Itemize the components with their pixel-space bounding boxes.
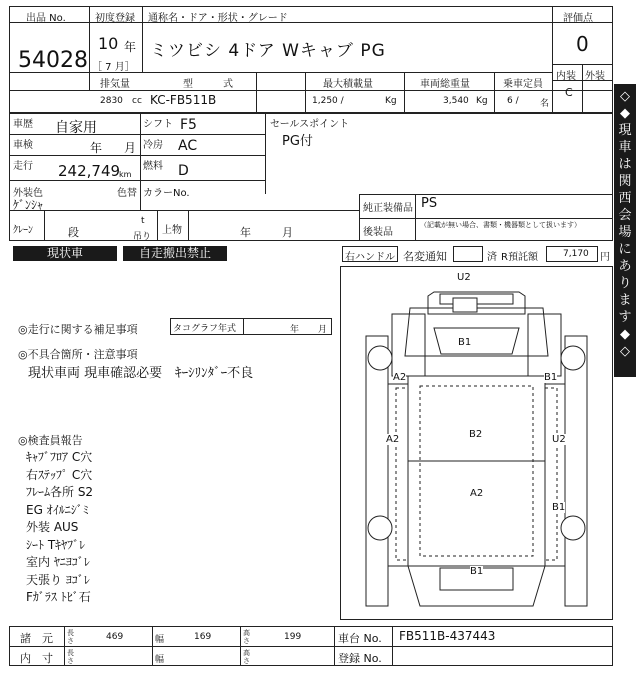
right-hand-label: 右ハンドル xyxy=(345,252,395,263)
inspector-item: Fｶﾞﾗｽ ﾄﾋﾞ石 xyxy=(26,590,91,604)
crane-hang-unit: 吊り xyxy=(133,232,152,242)
sidebar-char: り xyxy=(618,276,632,291)
mileage-label: 走行 xyxy=(13,161,33,172)
history-label: 車歴 xyxy=(13,119,33,130)
crane-ton-unit: t xyxy=(141,216,145,226)
sidebar-char: に xyxy=(618,242,632,257)
sidebar-char: 現 xyxy=(618,123,632,138)
inspection-year: 年 xyxy=(90,141,103,155)
sidebar-char: ま xyxy=(618,293,632,308)
inspection-month: 月 xyxy=(124,141,137,155)
height-value: 199 xyxy=(284,632,302,642)
exterior-label: 外装 xyxy=(585,71,605,82)
damage-mark: U2 xyxy=(457,272,471,283)
defects-text: 現状車両 現車確認必要 ｷｰｼﾘﾝﾀﾞｰ不良 xyxy=(28,366,254,381)
sidebar-char: 西 xyxy=(618,191,632,206)
crane-stage-unit: 段 xyxy=(68,226,79,239)
current-car-bar: 現状車 xyxy=(13,246,117,261)
ext-color-value: ｹﾞﾝｼｬ xyxy=(13,198,44,212)
seats-value: 6 / xyxy=(507,96,519,106)
recycle-unit: 円 xyxy=(600,252,610,263)
first-reg-year-unit: 年 xyxy=(124,40,137,54)
ext-color-label: 外装色 xyxy=(13,188,43,199)
upper-month: 月 xyxy=(282,226,293,239)
reg-label: 登録 No. xyxy=(338,652,382,665)
height-label: 高さ xyxy=(243,629,250,645)
fuel-label: 燃料 xyxy=(143,161,163,172)
capacity-unit: Kg xyxy=(385,96,397,106)
mileage-unit: km xyxy=(119,170,132,179)
upper-label: 上物 xyxy=(162,225,182,236)
no-self-drive-bar: 自走搬出禁止 xyxy=(123,246,227,261)
inner-width-label: 幅 xyxy=(155,655,165,665)
sales-point-value: PG付 xyxy=(282,134,313,149)
color-no-label: 色替 xyxy=(117,188,137,199)
sidebar-char: 車 xyxy=(618,140,632,155)
gross-label: 車両総重量 xyxy=(420,79,470,90)
fuel-value: D xyxy=(178,163,189,179)
inspector-item: EG ｵｲﾙﾆｼﾞﾐ xyxy=(26,502,89,517)
history-value: 自家用 xyxy=(55,120,97,136)
capacity-label: 最大積載量 xyxy=(323,79,373,90)
sidebar-char: ◇ xyxy=(620,89,630,104)
inspection-label: 車検 xyxy=(13,140,33,151)
std-equipment-label: 純正装備品 xyxy=(363,203,413,214)
sidebar-char: す xyxy=(618,310,632,325)
width-value: 169 xyxy=(194,632,212,642)
sidebar-char: ◆ xyxy=(620,106,630,121)
displacement-label: 排気量 xyxy=(100,79,130,90)
damage-mark: A2 xyxy=(470,488,484,499)
tax-label: 済 xyxy=(487,252,497,263)
car-name: ミツビシ 4ドア Wキャブ PG xyxy=(150,41,386,61)
tachograph-label: タコグラフ年式 xyxy=(173,324,237,334)
rating-label: 評価点 xyxy=(563,13,593,24)
sales-point-label: セールスポイント xyxy=(270,119,350,130)
displacement-value: 2830 xyxy=(100,96,123,106)
inspector-item: 天張り ﾖｺﾞﾚ xyxy=(26,572,90,587)
cooling-label: 冷房 xyxy=(143,140,163,151)
interior-value: C xyxy=(565,86,573,99)
inner-length-label: 長さ xyxy=(67,649,74,665)
inspector-item: ﾌﾚｰﾑ各所 S2 xyxy=(26,485,94,499)
dimensions-label: 諸 元 xyxy=(20,632,53,645)
inspector-item: 室内 ﾔﾆﾖｺﾞﾚ xyxy=(26,555,90,569)
retrofit-note: （記載が無い場合、書類・機器類として扱います） xyxy=(420,221,581,229)
capacity-value: 1,250 / xyxy=(312,96,344,106)
model-value: KC-FB511B xyxy=(150,93,217,107)
shift-label: シフト xyxy=(143,119,173,130)
inspector-item: 右ｽﾃｯﾌﾟ C穴 xyxy=(26,467,93,482)
damage-mark: A2 xyxy=(393,372,407,383)
damage-mark: B2 xyxy=(469,429,483,440)
name-change-label: 名変通知 xyxy=(403,250,447,263)
model-label: 型 式 xyxy=(183,79,233,90)
sidebar-char: ◇ xyxy=(620,344,630,359)
inspector-item: ｷｬﾌﾞﾌﾛｱ C穴 xyxy=(26,450,93,464)
damage-mark: B1 xyxy=(552,502,566,513)
sidebar-char: あ xyxy=(618,259,632,274)
interior-label: 内装 xyxy=(556,71,576,82)
sidebar-char: 関 xyxy=(618,174,632,189)
cooling-value: AC xyxy=(178,138,198,154)
sidebar-banner xyxy=(614,84,636,377)
damage-mark: B1 xyxy=(544,372,558,383)
inspector-item: 外装 AUS xyxy=(26,520,79,534)
tachograph-month: 月 xyxy=(318,325,328,335)
sidebar-char: 会 xyxy=(618,208,632,223)
length-value: 469 xyxy=(106,632,124,642)
gross-unit: Kg xyxy=(476,96,488,106)
inner-height-label: 高さ xyxy=(243,649,250,665)
first-reg-month: ［ 7 月］ xyxy=(92,62,135,73)
name-change-box xyxy=(453,246,483,262)
lot-label: 出品 No. xyxy=(26,13,66,24)
seats-unit: 名 xyxy=(540,99,550,109)
inner-label: 内 寸 xyxy=(20,652,53,665)
width-label: 幅 xyxy=(155,635,165,645)
inspector-item: ｼｰﾄ Tｷﾔﾌﾞﾚ xyxy=(26,537,86,552)
chassis-label: 車台 No. xyxy=(338,632,382,645)
rating-value: 0 xyxy=(576,32,589,56)
tachograph-year: 年 xyxy=(290,325,300,335)
damage-mark: A2 xyxy=(386,434,400,445)
name-label: 通称名・ドア・形状・グレード xyxy=(148,13,288,24)
damage-mark: B1 xyxy=(458,337,472,348)
color-code-label: カラーNo. xyxy=(143,188,190,199)
retrofit-label: 後装品 xyxy=(363,227,393,238)
shift-value: F5 xyxy=(180,117,197,133)
mileage-value: 242,749 xyxy=(58,162,121,180)
first-reg-year: 10 xyxy=(98,34,119,53)
sidebar-char: は xyxy=(618,157,632,172)
gross-value: 3,540 xyxy=(443,96,469,106)
crane-label: ｸﾚｰﾝ xyxy=(13,225,33,236)
first-reg-label: 初度登録 xyxy=(95,13,135,24)
displacement-unit: cc xyxy=(132,96,142,106)
inspector-title: ◎検査員報告 xyxy=(18,434,83,447)
seats-label: 乗車定員 xyxy=(503,79,543,90)
lot-number: 54028 xyxy=(18,48,88,73)
length-label: 長さ xyxy=(67,629,74,645)
sidebar-char: ◆ xyxy=(620,327,630,342)
std-equipment-value: PS xyxy=(421,196,438,211)
chassis-value: FB511B-437443 xyxy=(399,629,496,643)
upper-year: 年 xyxy=(240,226,251,239)
supplement-title: ◎走行に関する補足事項 xyxy=(18,323,138,336)
sidebar-char: 場 xyxy=(618,225,632,240)
damage-mark: U2 xyxy=(552,434,566,445)
damage-mark: B1 xyxy=(470,566,484,577)
recycle-amount: 7,170 xyxy=(563,249,589,259)
defects-title: ◎不具合箇所・注意事項 xyxy=(18,348,138,361)
recycle-label: R預託額 xyxy=(501,252,538,263)
